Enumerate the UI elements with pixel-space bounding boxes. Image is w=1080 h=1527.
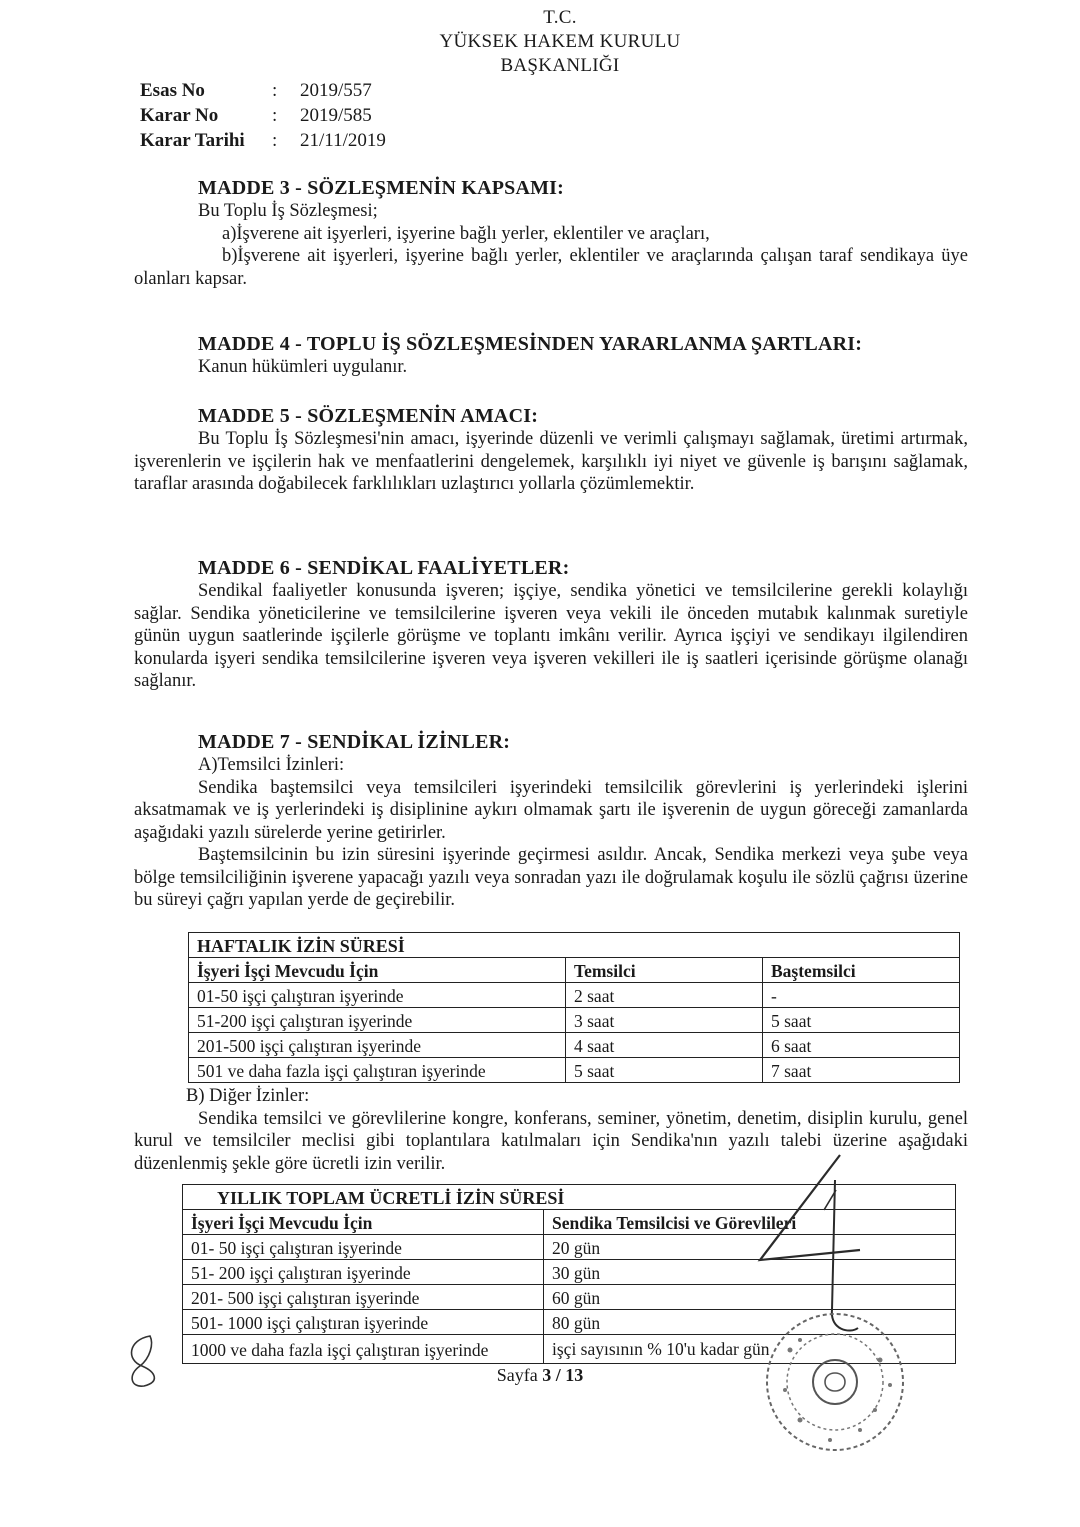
header-line-presidency: BAŞKANLIĞI (500, 55, 620, 76)
table-cell: 51- 200 işçi çalıştıran işyerinde (183, 1260, 544, 1285)
table-row (189, 983, 960, 1008)
table-cell: - (763, 983, 960, 1008)
madde-7-sub-b: B) Diğer İzinler: (186, 1086, 310, 1106)
tarih-value: 21/11/2019 (300, 130, 386, 151)
madde-5-title: MADDE 5 - SÖZLEŞMENİN AMACI: (198, 405, 539, 427)
table-cell: 6 saat (763, 1033, 960, 1058)
madde-6-text: Sendikal faaliyetler konusunda işveren; işçiye, sendika yönetici ve temsilcilerine gerekli kolaylığı sağlar. Sendika yöneticilerine ve temsilcilerine işveren veya vekili ile önceden mutabık kalınmak suretiyle günün uygun saatlerinde işçilerle görüşme ve toplantı imkânı verilir. Ayrıca işçiyi ve sendikayı ilgilendiren konularda işyeri sendika temsilcilerine işveren veya işveren vekilleri ile iş saatleri içerisinde görüşme olanağı sağlanır. (134, 581, 968, 691)
table-header-cell: Temsilci (566, 958, 763, 983)
meta-row-karar (140, 103, 386, 128)
weekly-leave-table (188, 932, 960, 1083)
case-meta (140, 78, 386, 153)
table-cell: 51-200 işçi çalıştıran işyerinde (189, 1008, 566, 1033)
madde-3-intro: Bu Toplu İş Sözleşmesi; (198, 201, 378, 221)
page-footer (0, 1365, 1080, 1386)
table-cell: 20 gün (544, 1235, 956, 1260)
madde-5-text: Bu Toplu İş Sözleşmesi'nin amacı, işyerinde düzenli ve verimli çalışmayı sağlamak, üretimi artırmak, işverenlerin ve işçilerin hak ve menfaatlerini dengelemek, karşılıklı iyi niyet ve güvenle iş barışını sağlamak, taraflar arasında doğabilecek farklılıkları uzlaştırıcı yollarla çözümlemektir. (134, 429, 968, 494)
meta-colon: : (272, 130, 278, 151)
meta-row-esas (140, 78, 386, 103)
table-cell: 501 ve daha fazla işçi çalıştıran işyerinde (189, 1058, 566, 1083)
table-cell: 2 saat (566, 983, 763, 1008)
table-cell: 60 gün (544, 1285, 956, 1310)
madde-4-title: MADDE 4 - TOPLU İŞ SÖZLEŞMESİNDEN YARARLANMA ŞARTLARI: (198, 333, 863, 355)
esas-value: 2019/557 (300, 80, 372, 101)
table-cell: 1000 ve daha fazla işçi çalıştıran işyerinde (183, 1335, 544, 1364)
madde-4-text: Kanun hükümleri uygulanır. (198, 357, 408, 377)
madde-7-sub-a: A)Temsilci İzinleri: (198, 755, 345, 775)
table-header-cell: İşyeri İşçi Mevcudu İçin (183, 1210, 544, 1235)
table-header-cell: Sendika Temsilcisi ve Görevlileri (544, 1210, 956, 1235)
page-number-prefix: Sayfa (496, 1365, 543, 1385)
table-cell: 5 saat (566, 1058, 763, 1083)
madde-3-title: MADDE 3 - SÖZLEŞMENİN KAPSAMI: (198, 177, 565, 199)
header-line-tc: T.C. (543, 7, 577, 28)
meta-row-tarih (140, 128, 386, 153)
table-header-cell: Baştemsilci (763, 958, 960, 983)
table-cell: 3 saat (566, 1008, 763, 1033)
table-header-cell: İşyeri İşçi Mevcudu İçin (189, 958, 566, 983)
header-line-institution: YÜKSEK HAKEM KURULU (439, 31, 681, 52)
table-cell: 5 saat (763, 1008, 960, 1033)
madde-7-para-3: Sendika temsilci ve görevlilerine kongre, konferans, seminer, yönetim, denetim, disiplin kurulu, genel kurul ve temsilciler meclisi gibi toplantılara katılmaları için Sendika'nın yazılı talebi üzerine aşağıdaki düzenlenmiş şekle göre ücretli izin verilir. (134, 1108, 968, 1174)
table-row (189, 1058, 960, 1083)
table-cell: 01-50 işçi çalıştıran işyerinde (189, 983, 566, 1008)
esas-label: Esas No (140, 80, 205, 101)
karar-value: 2019/585 (300, 105, 372, 126)
madde-6-title: MADDE 6 - SENDİKAL FAALİYETLER: (198, 557, 570, 579)
table-cell: 7 saat (763, 1058, 960, 1083)
table-cell: 30 gün (544, 1260, 956, 1285)
madde-7-para-1: Sendika baştemsilci veya temsilcileri işyerindeki temsilcilik görevlerini iş yerlerindeki işlerini aksatmamak ve iş yerlerindeki iş disiplinine aykırı olmamak şartı ile işverenin de uygun göreceği zamanlarda aşağıdaki yazılı sürelerde yerine getirirler. (134, 777, 968, 843)
madde-7-title: MADDE 7 - SENDİKAL İZİNLER: (198, 731, 511, 753)
meta-colon: : (272, 105, 278, 126)
madde-6-section (134, 556, 968, 693)
madde-3-item-a: a)İşverene ait işyerleri, işyerine bağlı yerler, eklentiler ve araçları, (222, 223, 710, 244)
table-cell: işçi sayısının % 10'u kadar gün (544, 1335, 956, 1364)
page-number: 3 / 13 (542, 1365, 584, 1385)
madde-4-section (134, 332, 968, 379)
madde-5-section (134, 404, 968, 496)
table-row (189, 1008, 960, 1033)
table-cell: 201- 500 işçi çalıştıran işyerinde (183, 1285, 544, 1310)
tarih-label: Karar Tarihi (140, 130, 245, 151)
table-cell: 501- 1000 işçi çalıştıran işyerinde (183, 1310, 544, 1335)
madde-3-item-b: b)İşverene ait işyerleri, işyerine bağlı yerler, eklentiler ve araçlarında çalışan taraf sendikaya üye olanları kapsar. (134, 246, 968, 289)
table-cell: 4 saat (566, 1033, 763, 1058)
weekly-leave-table-caption: HAFTALIK İZİN SÜRESİ (189, 933, 960, 958)
meta-colon: : (272, 80, 278, 101)
table-row (189, 1033, 960, 1058)
karar-label: Karar No (140, 105, 219, 126)
table-cell: 80 gün (544, 1310, 956, 1335)
annual-leave-table-caption: YILLIK TOPLAM ÜCRETLİ İZİN SÜRESİ (183, 1185, 956, 1210)
madde-3-section (134, 176, 968, 290)
madde-7-section (134, 730, 968, 912)
document-header (400, 6, 720, 78)
table-cell: 01- 50 işçi çalıştıran işyerinde (183, 1235, 544, 1260)
table-cell: 201-500 işçi çalıştıran işyerinde (189, 1033, 566, 1058)
madde-7-para-2: Baştemsilcinin bu izin süresini işyerinde geçirmesi asıldır. Ancak, Sendika merkezi veya şube veya bölge temsilciliğinin işverene yapacağı yazılı veya sonradan yazı ile doğrulamak koşulu ile sözlü çağrısı üzerine bu süreyi çağrı yapılan yerde de geçirebilir. (134, 845, 968, 910)
